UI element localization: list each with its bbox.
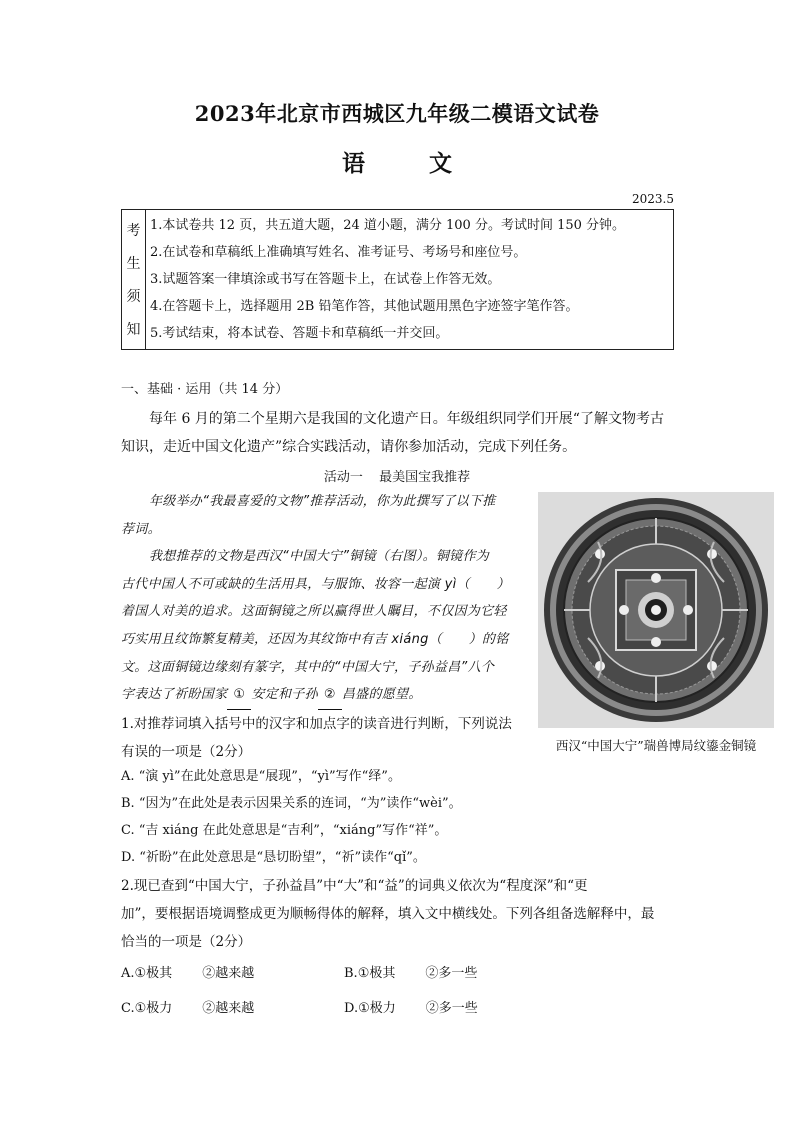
- exam-date: 2023.5: [632, 192, 674, 206]
- hand-line: 古代中国人不可或缺的生活用具，与服饰、妆容一起演 yì（ ）: [121, 576, 510, 592]
- option-part: ②多一些: [425, 966, 478, 981]
- image-caption: 西汉“中国大宁”瑞兽博局纹鎏金铜镜: [555, 738, 757, 753]
- notice-item: 3.试题答案一律填涂或书写在答题卡上，在试卷上作答无效。: [150, 272, 501, 287]
- question-2-option-a: [121, 962, 254, 981]
- notice-item: 2.在试卷和草稿纸上准确填写姓名、准考证号、考场号和座位号。: [150, 245, 527, 260]
- activity-heading: [0, 466, 794, 485]
- hand-line: 我想推荐的文物是西汉“中国大宁”铜镜（右图）。铜镜作为: [149, 549, 490, 565]
- blank-2: ②: [318, 681, 342, 710]
- question-1-option: B. “因为”在此处是表示因果关系的连词，“为”读作“wèi”。: [121, 796, 462, 811]
- blank-1: ①: [227, 681, 251, 710]
- hand-line: 年级举办“我最喜爱的文物”推荐活动，你为此撰写了以下推: [149, 494, 496, 509]
- exam-title: 2023年北京市西城区九年级二模语文试卷: [194, 101, 600, 126]
- hand-line-blanks: [121, 681, 531, 710]
- notice-label-char: 须: [126, 288, 141, 305]
- notice-label-char: 考: [126, 223, 141, 240]
- option-part: ①极其: [134, 966, 173, 981]
- notice-label-char: 知: [126, 321, 141, 338]
- notice-item: 4.在答题卡上，选择题用 2B 铅笔作答，其他试题用黑色字迹签字笔作答。: [150, 299, 579, 314]
- option-part: ②越来越: [202, 966, 255, 981]
- option-part: ①极力: [358, 1001, 396, 1016]
- option-letter: D.: [344, 1001, 359, 1016]
- candidate-notice-box: [121, 209, 674, 350]
- notice-items: [146, 210, 673, 349]
- option-letter: B.: [344, 966, 358, 981]
- question-2-option-c: [121, 997, 254, 1016]
- hand-line: 文。这面铜镜边缘刻有篆字，其中的“中国大宁，子孙益昌”八个: [121, 659, 495, 675]
- option-letter: A.: [121, 966, 135, 981]
- question-line: 1.对推荐词填入括号中的汉字和加点字的读音进行判断，下列说法: [121, 716, 512, 732]
- hand-line: 巧实用且纹饰繁复精美，还因为其纹饰中有吉 xiáng（ ）的铭: [121, 631, 509, 647]
- hand-line: 着国人对美的追求。这面铜镜之所以赢得世人瞩目，不仅因为它轻: [121, 604, 507, 620]
- option-letter: C.: [121, 1001, 135, 1016]
- question-2-stem: [121, 872, 681, 956]
- activity-label: 活动一: [323, 470, 363, 485]
- question-1-option: A. “演 yì”在此处意思是“展现”，“yì”写作“绎”。: [121, 769, 401, 784]
- hand-text: 字表达了祈盼国家: [121, 687, 228, 703]
- section-intro: 每年 6 月的第二个星期六是我国的文化遗产日。年级组织同学们开展“了解文物考古知识，走近中国文化遗产”综合实践活动，请你参加活动，完成下列任务。: [121, 411, 664, 455]
- hand-line: 荐词。: [121, 521, 161, 537]
- bronze-mirror-image: [538, 492, 774, 728]
- option-part: ①极其: [357, 966, 396, 981]
- question-1-option: D. “祈盼”在此处意思是“恳切盼望”，“祈”读作“qǐ”。: [121, 850, 426, 865]
- question-1-option: C. “吉 xiáng 在此处意思是“吉利”，“xiáng”写作“祥”。: [121, 823, 448, 838]
- activity-title: 最美国宝我推荐: [379, 470, 471, 485]
- notice-item: 1.本试卷共 12 页，共五道大题，24 道小题，满分 100 分。考试时间 150 分钟。: [150, 218, 626, 233]
- hand-text: 昌盛的愿望。: [341, 687, 422, 703]
- notice-item: 5.考试结束，将本试卷、答题卡和草稿纸一并交回。: [150, 326, 449, 341]
- option-part: ②多一些: [425, 1001, 478, 1016]
- question-line: 2.现已查到“中国大宁，子孙益昌”中“大”和“益”的词典义依次为“程度深”和“更: [121, 878, 588, 894]
- option-part: ①极力: [134, 1001, 173, 1016]
- question-2-option-d: [344, 997, 478, 1016]
- question-line: 加”，要根据语境调整成更为顺畅得体的解释，填入文中横线处。下列各组备选解释中，最: [121, 906, 655, 922]
- question-1-stem: [121, 710, 541, 766]
- subject-title: 语 文: [341, 150, 480, 177]
- recommendation-text: [121, 488, 531, 710]
- notice-label: [122, 210, 146, 349]
- question-line: 有误的一项是（2分）: [121, 744, 252, 760]
- section-heading: 一、基础 · 运用（共 14 分）: [121, 382, 289, 397]
- notice-label-char: 生: [126, 256, 141, 273]
- hand-text: 安定和子孙: [251, 687, 318, 703]
- option-part: ②越来越: [202, 1001, 255, 1016]
- question-line: 恰当的一项是（2分）: [121, 934, 252, 950]
- question-2-option-b: [344, 962, 477, 981]
